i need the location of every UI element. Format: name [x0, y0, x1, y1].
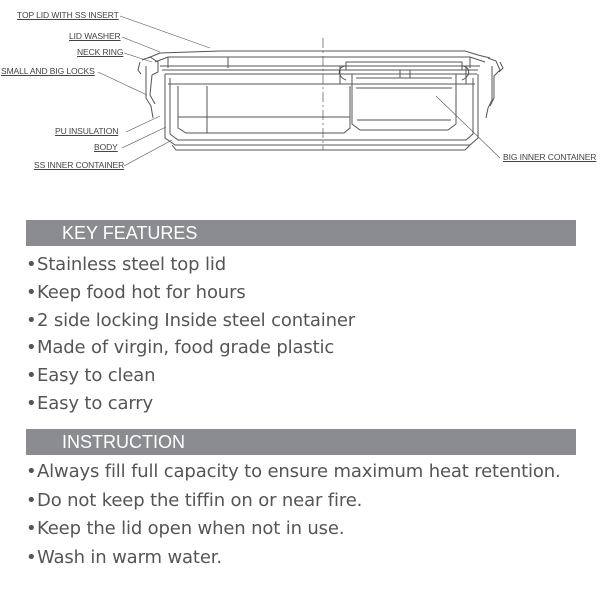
instruction-text: Keep the lid open when not in use. — [37, 518, 345, 540]
bullet: • — [26, 337, 37, 359]
list-item — [26, 362, 355, 390]
instruction-list — [26, 458, 561, 573]
feature-text: Stainless steel top lid — [37, 254, 226, 275]
bullet: • — [26, 365, 37, 387]
instruction-text: Wash in warm water. — [37, 547, 222, 569]
list-item — [26, 251, 355, 279]
bullet: • — [26, 547, 37, 569]
label-pu-insulation: PU INSULATION — [55, 126, 119, 136]
key-features-heading: KEY FEATURES — [26, 220, 576, 246]
list-item — [26, 487, 561, 516]
instruction-text: Always fill full capacity to ensure maximum heat retention. — [37, 461, 561, 482]
instruction-text: Do not keep the tiffin on or near fire. — [37, 489, 363, 511]
feature-text: 2 side locking Inside steel container — [37, 309, 356, 331]
bullet: • — [26, 309, 37, 331]
feature-text: Keep food hot for hours — [37, 281, 246, 303]
feature-text: Made of virgin, food grade plastic — [37, 337, 335, 359]
label-lid-washer: LID WASHER — [69, 31, 121, 41]
list-item — [26, 544, 561, 573]
bullet: • — [26, 461, 37, 482]
label-big-inner-container: BIG INNER CONTAINER — [503, 152, 597, 162]
list-item — [26, 279, 355, 307]
key-features-list — [26, 251, 355, 418]
label-neck-ring: NECK RING — [77, 47, 124, 57]
feature-text: Easy to clean — [37, 365, 156, 387]
instruction-heading: INSTRUCTION — [26, 429, 576, 455]
list-item — [26, 307, 355, 335]
bullet: • — [26, 281, 37, 303]
bullet: • — [26, 254, 37, 275]
list-item — [26, 334, 355, 362]
feature-text: Easy to carry — [37, 392, 154, 414]
label-ss-inner-container: SS INNER CONTAINER — [34, 160, 125, 170]
label-locks: SMALL AND BIG LOCKS — [1, 66, 95, 76]
cross-section-diagram — [0, 0, 600, 205]
list-item — [26, 515, 561, 544]
label-top-lid: TOP LID WITH SS INSERT — [17, 10, 119, 20]
bullet: • — [26, 489, 37, 511]
list-item — [26, 458, 561, 487]
label-body: BODY — [94, 142, 118, 152]
bullet: • — [26, 392, 37, 414]
list-item — [26, 390, 355, 418]
bullet: • — [26, 518, 37, 540]
